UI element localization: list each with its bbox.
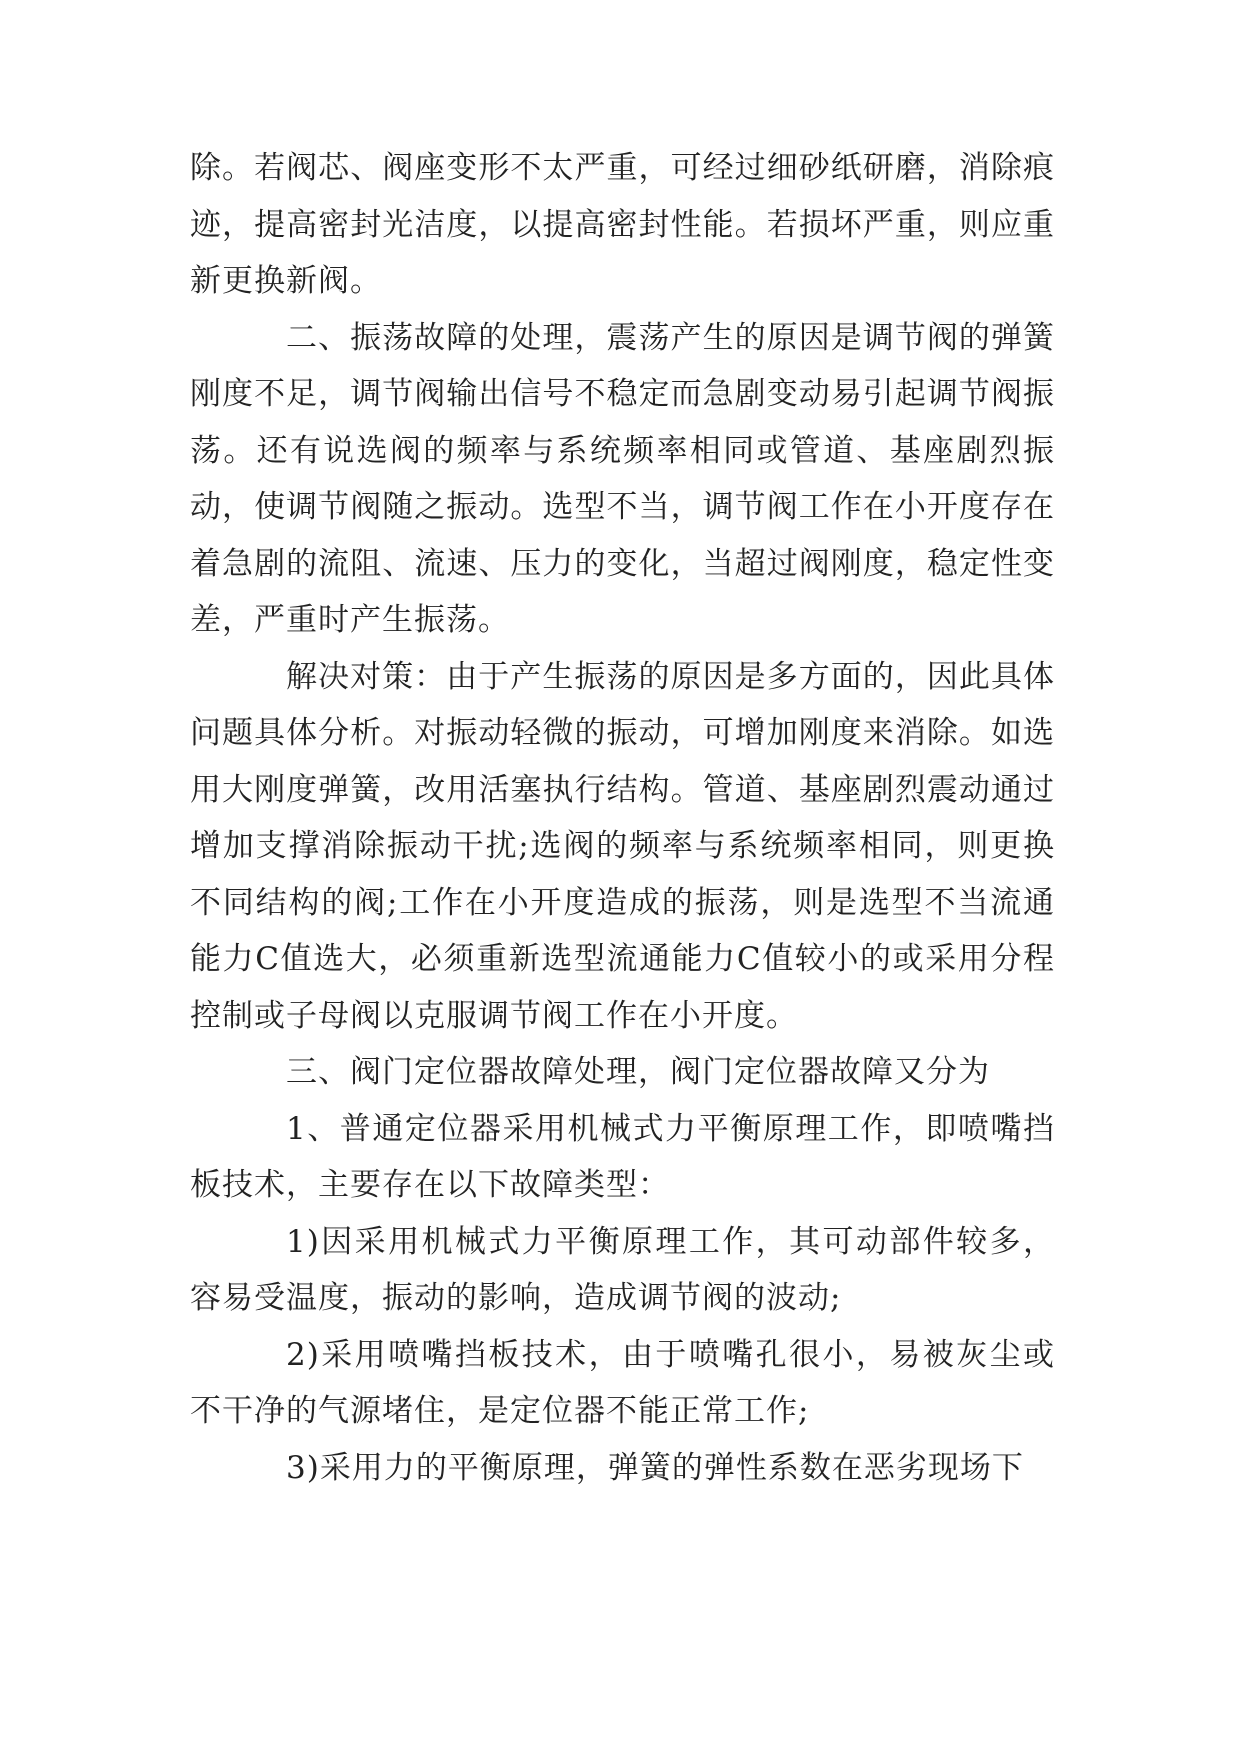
paragraph-oscillation-fault: 二、振荡故障的处理，震荡产生的原因是调节阀的弹簧刚度不足，调节阀输出信号不稳定而急剧变动易引起调节阀振荡。还有说选阀的频率与系统频率相同或管道、基座剧烈振动，使调节阀随之振动。选型不当，调节阀工作在小开度存在着急剧的流阻、流速、压力的变化，当超过阀刚度，稳定性变差，严重时产生振荡。	[190, 319, 1055, 638]
paragraph-valve-repair-ending: 除。若阀芯、阀座变形不太严重，可经过细砂纸研磨，消除痕迹，提高密封光洁度，以提高密封性能。若损坏严重，则应重新更换新阀。	[190, 150, 1055, 299]
list-item-fault-2: 2)采用喷嘴挡板技术，由于喷嘴孔很小，易被灰尘或不干净的气源堵住，是定位器不能正常工作;	[190, 1336, 1055, 1429]
paragraph-oscillation-solution: 解决对策：由于产生振荡的原因是多方面的，因此具体问题具体分析。对振动轻微的振动，可增加刚度来消除。如选用大刚度弹簧，改用活塞执行结构。管道、基座剧烈震动通过增加支撑消除振动干扰;选阀的频率与系统频率相同，则更换不同结构的阀;工作在小开度造成的振荡，则是选型不当流通能力C值选大，必须重新选型流通能力C值较小的或采用分程控制或子母阀以克服调节阀工作在小开度。	[190, 658, 1055, 1034]
list-item-fault-3: 3)采用力的平衡原理，弹簧的弹性系数在恶劣现场下	[286, 1449, 1024, 1486]
paragraph-ordinary-positioner: 1、普通定位器采用机械式力平衡原理工作，即喷嘴挡板技术，主要存在以下故障类型：	[190, 1110, 1055, 1203]
paragraph-positioner-fault-heading: 三、阀门定位器故障处理，阀门定位器故障又分为	[286, 1054, 990, 1090]
list-item-fault-1: 1)因采用机械式力平衡原理工作，其可动部件较多，容易受温度，振动的影响，造成调节阀的波动;	[190, 1223, 1055, 1316]
document-page	[190, 140, 1055, 1496]
